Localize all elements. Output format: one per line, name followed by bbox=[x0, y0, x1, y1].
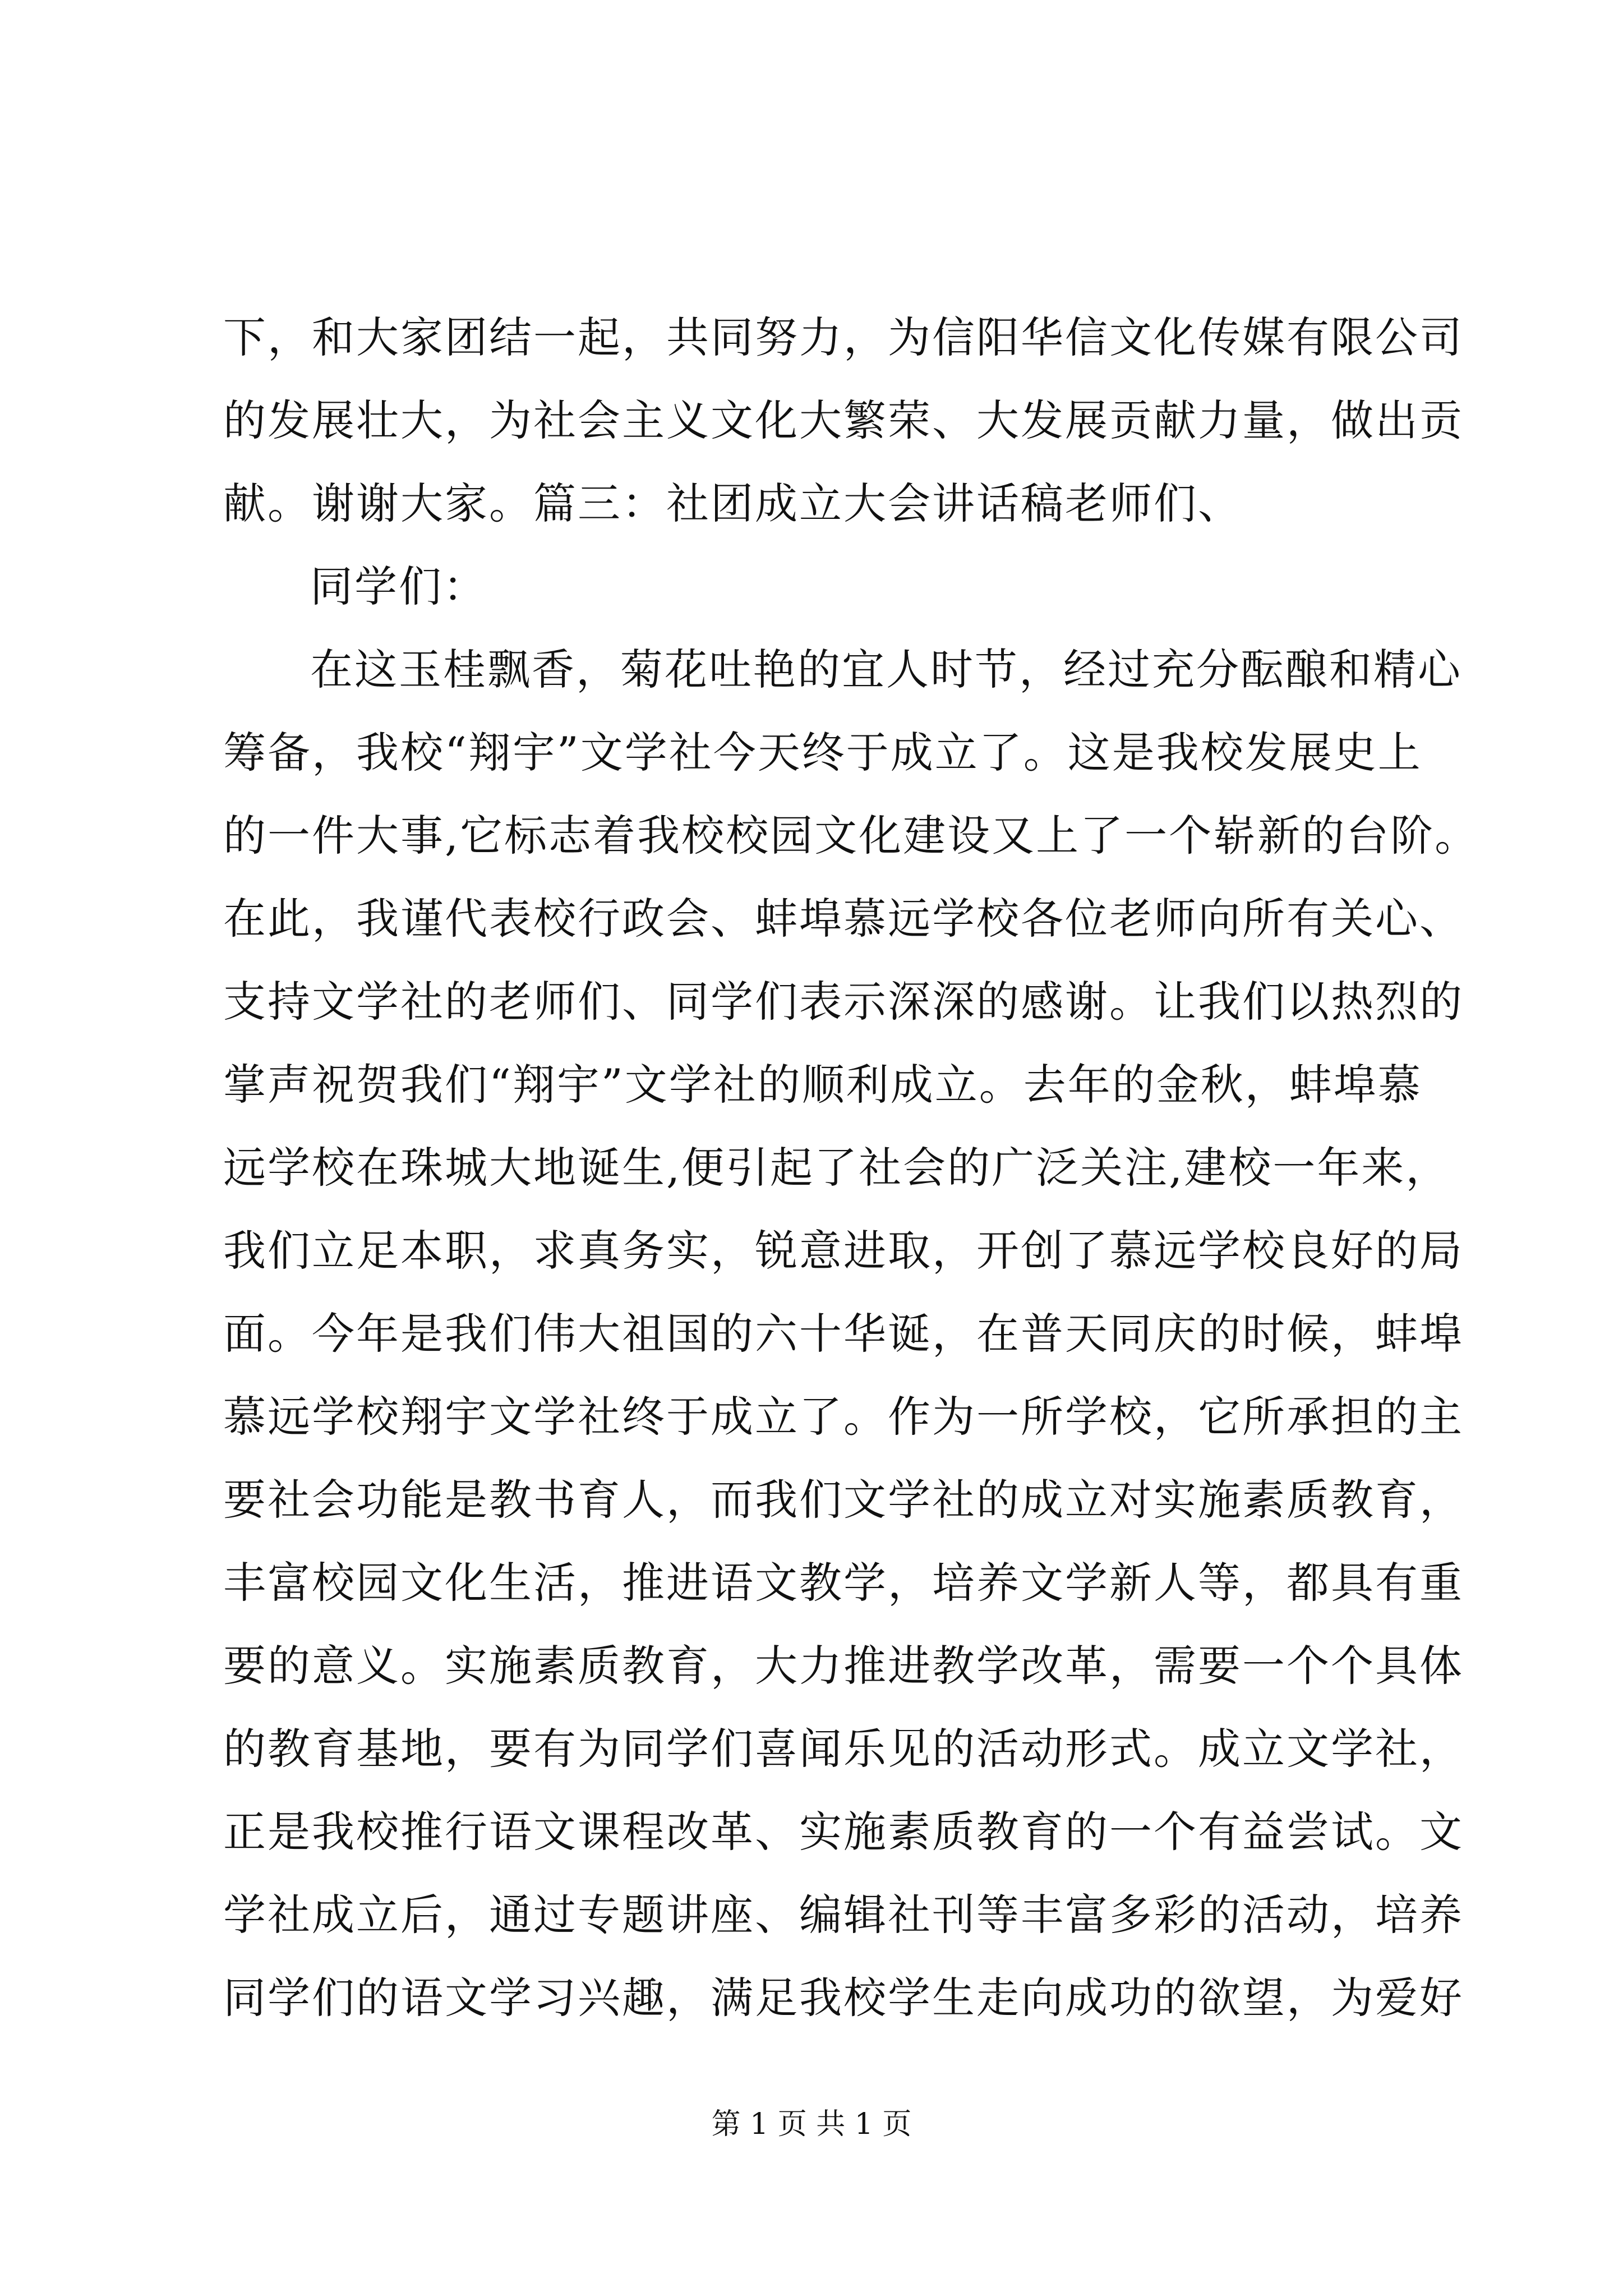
text-line: 学社成立后，通过专题讲座、编辑社刊等丰富多彩的活动，培养 bbox=[223, 1890, 1464, 1940]
text-line: 我们立足本职，求真务实，锐意进取，开创了慕远学校良好的局 bbox=[223, 1226, 1464, 1276]
text-line: 要社会功能是教书育人，而我们文学社的成立对实施素质教育， bbox=[223, 1475, 1464, 1525]
text-line: 远学校在珠城大地诞生,便引起了社会的广泛关注,建校一年来， bbox=[223, 1143, 1450, 1193]
text-line: 的发展壮大，为社会主义文化大繁荣、大发展贡献力量，做出贡 bbox=[223, 395, 1464, 445]
page-footer: 第 1 页 共 1 页 bbox=[711, 2108, 912, 2141]
salutation-line: 同学们： bbox=[310, 562, 487, 611]
text-line: 的一件大事,它标志着我校校园文化建设又上了一个崭新的台阶。 bbox=[223, 811, 1479, 861]
text-line: 支持文学社的老师们、同学们表示深深的感谢。让我们以热烈的 bbox=[223, 977, 1464, 1027]
text-line: 同学们的语文学习兴趣，满足我校学生走向成功的欲望，为爱好 bbox=[223, 1973, 1464, 2023]
text-line: 正是我校推行语文课程改革、实施素质教育的一个有益尝试。文 bbox=[223, 1807, 1464, 1857]
text-line: 慕远学校翔宇文学社终于成立了。作为一所学校，它所承担的主 bbox=[223, 1392, 1464, 1442]
text-line: 要的意义。实施素质教育，大力推进教学改革，需要一个个具体 bbox=[223, 1641, 1464, 1691]
text-line: 下，和大家团结一起，共同努力，为信阳华信文化传媒有限公司 bbox=[223, 312, 1464, 362]
text-line: 在此，我谨代表校行政会、蚌埠慕远学校各位老师向所有关心、 bbox=[223, 894, 1464, 944]
text-line: 筹备，我校“翔宇”文学社今天终于成立了。这是我校发展史上 bbox=[223, 728, 1422, 777]
paragraph-start-line: 在这玉桂飘香，菊花吐艳的宜人时节，经过充分酝酿和精心 bbox=[310, 645, 1462, 694]
text-line: 丰富校园文化生活，推进语文教学，培养文学新人等，都具有重 bbox=[223, 1558, 1464, 1608]
text-line: 掌声祝贺我们“翔宇”文学社的顺利成立。去年的金秋，蚌埠慕 bbox=[223, 1060, 1422, 1110]
text-line: 面。今年是我们伟大祖国的六十华诞，在普天同庆的时候，蚌埠 bbox=[223, 1309, 1464, 1359]
text-line: 献。谢谢大家。篇三：社团成立大会讲话稿老师们、 bbox=[223, 478, 1242, 528]
text-line: 的教育基地，要有为同学们喜闻乐见的活动形式。成立文学社， bbox=[223, 1724, 1464, 1774]
body-text bbox=[223, 296, 1479, 2040]
